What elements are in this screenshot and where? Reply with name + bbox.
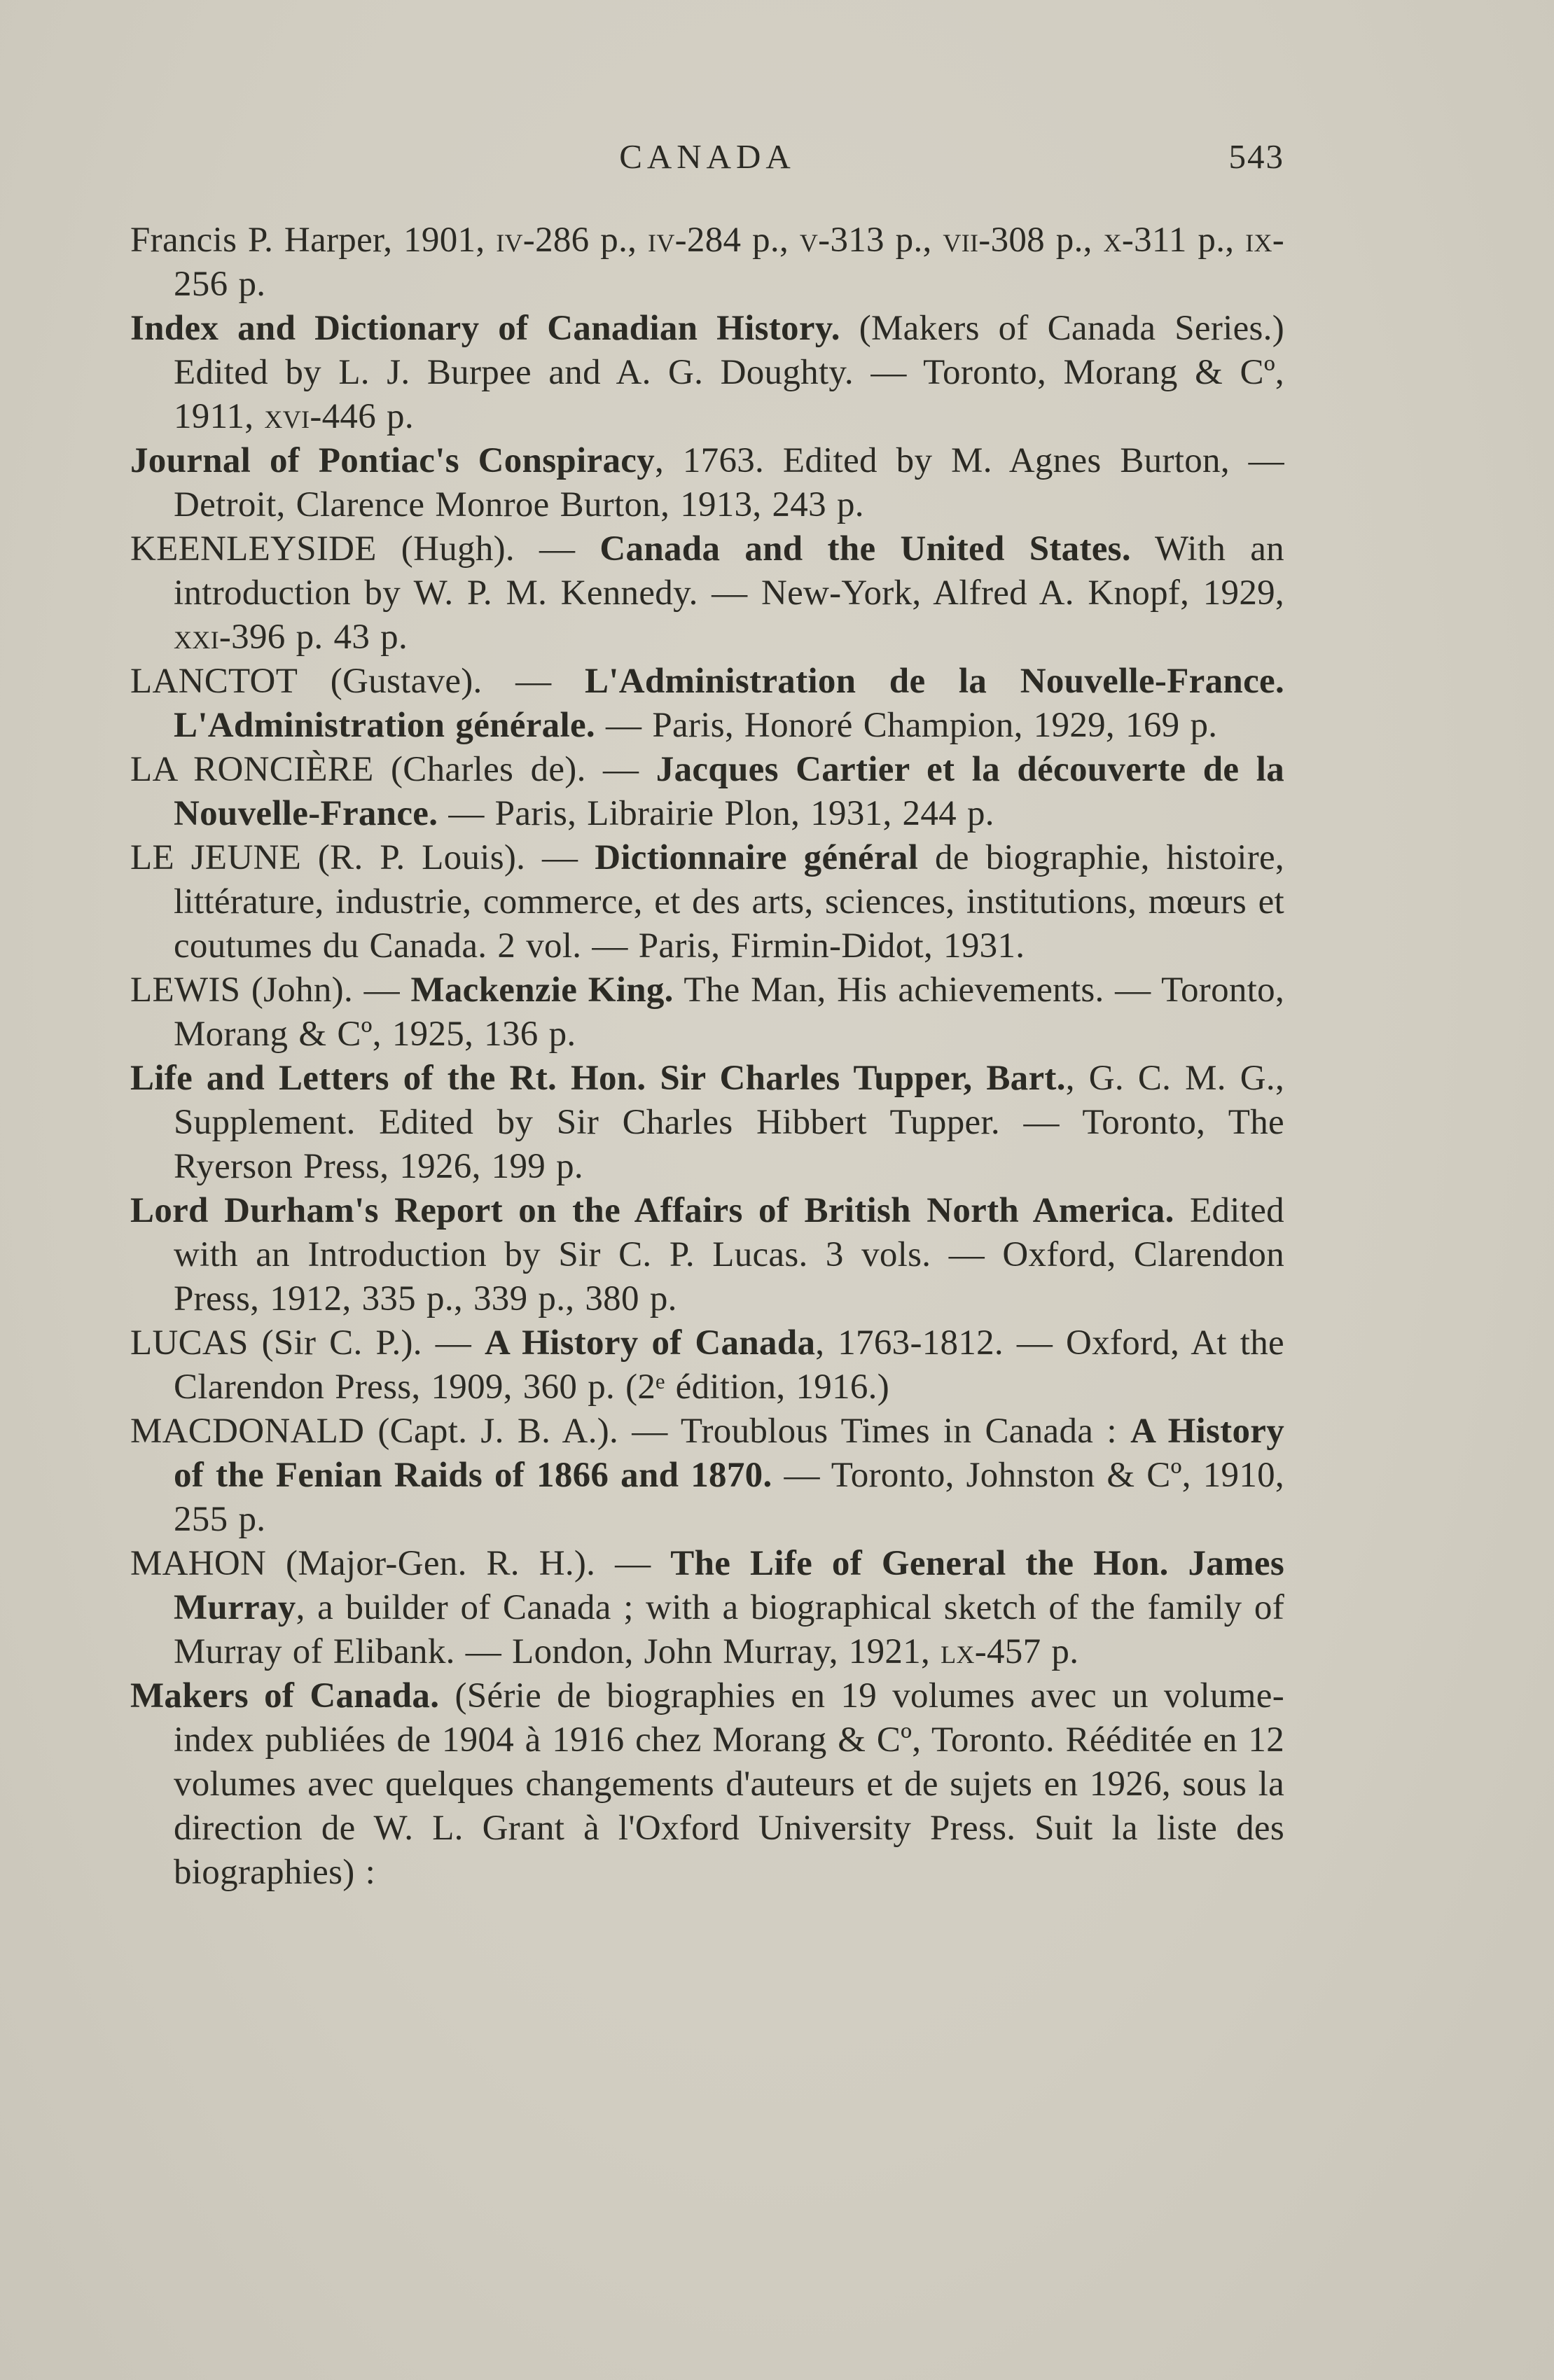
entry-text-segment: LA RONCIÈRE (Charles de). —	[130, 750, 656, 789]
bibliography-entry	[130, 1542, 1284, 1674]
entry-smallcaps-segment: lx	[941, 1632, 975, 1671]
entry-smallcaps-segment: ix	[1245, 221, 1272, 260]
running-title: CANADA	[619, 137, 796, 176]
entry-smallcaps-segment: vii	[943, 221, 979, 260]
entry-title-segment: Canada and the United States.	[599, 529, 1131, 569]
entry-text-segment: — Toronto, Johnston & Cº, 1910, 255 p.	[174, 1456, 1284, 1539]
entry-text-segment: , 1763-1812. — Oxford, At the Clarendon Press, 1909, 360 p. (2ᵉ édition, 1916.)	[174, 1323, 1284, 1407]
bibliography-entry	[130, 307, 1284, 439]
page-header	[130, 134, 1284, 179]
entry-text-segment: With an introduction by W. P. M. Kennedy. — New-York, Alfred A. Knopf, 1929,	[174, 529, 1284, 613]
page-number: 543	[1228, 137, 1284, 176]
entry-title-segment: The Life of General the Hon. James Murray	[174, 1544, 1284, 1627]
entry-text-segment: -311 p.,	[1121, 221, 1246, 260]
entry-title-segment: A History of the Fenian Raids of 1866 and 1870.	[174, 1412, 1284, 1495]
entry-text-segment: LUCAS (Sir C. P.). —	[130, 1323, 485, 1363]
bibliography-entry	[130, 1057, 1284, 1189]
bibliography-entry	[130, 218, 1284, 307]
entry-text-segment: (Makers of Canada Series.) Edited by L. J. Burpee and A. G. Doughty. — Toronto, Morang & Cº, 1911,	[174, 309, 1284, 436]
bibliography-entry	[130, 1410, 1284, 1542]
entry-text-segment: , G. C. M. G., Supplement. Edited by Sir Charles Hibbert Tupper. — Toronto, The Ryerson Press, 1926, 199 p.	[174, 1059, 1284, 1186]
entry-smallcaps-segment: x	[1103, 221, 1122, 260]
entry-text-segment: Edited with an Introduction by Sir C. P. Lucas. 3 vols. — Oxford, Clarendon Press, 1912, 335 p., 339 p., 380 p.	[174, 1191, 1284, 1318]
entry-text-segment: — Paris, Librairie Plon, 1931, 244 p.	[438, 794, 994, 833]
entry-text-segment: -286 p.,	[522, 221, 648, 260]
bibliography-entry	[130, 527, 1284, 660]
bibliography-entries	[130, 218, 1284, 1895]
entry-text-segment: -446 p.	[310, 397, 414, 436]
entry-text-segment: KEENLEYSIDE (Hugh). —	[130, 529, 600, 569]
entry-text-segment: LEWIS (John). —	[130, 970, 411, 1010]
entry-text-segment: MAHON (Major-Gen. R. H.). —	[130, 1544, 671, 1583]
bibliography-entry	[130, 1189, 1284, 1321]
entry-smallcaps-segment: iv	[648, 221, 675, 260]
entry-text-segment: The Man, His achievements. — Toronto, Morang & Cº, 1925, 136 p.	[174, 970, 1284, 1054]
entry-title-segment: Journal of Pontiac's Conspiracy	[130, 441, 655, 480]
entry-text-segment: -313 p.,	[818, 221, 943, 260]
entry-text-segment: -284 p.,	[674, 221, 800, 260]
bibliography-entry	[130, 836, 1284, 968]
entry-text-segment: LE JEUNE (R. P. Louis). —	[130, 838, 595, 877]
bibliography-entry	[130, 1321, 1284, 1410]
entry-text-segment: , 1763. Edited by M. Agnes Burton, — Detroit, Clarence Monroe Burton, 1913, 243 p.	[174, 441, 1284, 524]
entry-title-segment: Lord Durham's Report on the Affairs of British North America.	[130, 1191, 1174, 1230]
entry-title-segment: Mackenzie King.	[410, 970, 674, 1010]
entry-smallcaps-segment: xvi	[264, 397, 310, 436]
bibliography-entry	[130, 968, 1284, 1057]
entry-text-segment: -308 p.,	[978, 221, 1104, 260]
entry-text-segment: (Série de biographies en 19 volumes avec un volume-index publiées de 1904 à 1916 chez Morang & Cº, Toronto. Rééditée en 12 volumes avec quelques changements d'auteurs et de sujets en 1926, sous la direction de W. L. Grant à l'Oxford University Press. Suit la liste des biographies) :	[174, 1676, 1284, 1892]
entry-smallcaps-segment: xxi	[174, 618, 219, 657]
entry-title-segment: Jacques Cartier et la découverte de la Nouvelle-France.	[174, 750, 1284, 833]
entry-text-segment: Francis P. Harper, 1901,	[130, 221, 497, 260]
entry-text-segment: -457 p.	[974, 1632, 1079, 1671]
entry-title-segment: A History of Canada	[484, 1323, 816, 1363]
entry-text-segment: MACDONALD (Capt. J. B. A.). — Troublous Times in Canada :	[130, 1412, 1131, 1451]
entry-title-segment: L'Administration de la Nouvelle-France. L'Administration générale.	[174, 662, 1284, 745]
entry-text-segment: LANCTOT (Gustave). —	[130, 662, 585, 701]
entry-title-segment: Index and Dictionary of Canadian History.	[130, 309, 840, 348]
entry-title-segment: Dictionnaire général	[595, 838, 919, 877]
entry-text-segment: -256 p.	[174, 221, 1285, 304]
entry-text-segment: — Paris, Honoré Champion, 1929, 169 p.	[595, 706, 1218, 745]
bibliography-entry	[130, 439, 1284, 527]
bibliography-entry	[130, 660, 1284, 748]
entry-text-segment: -396 p. 43 p.	[218, 618, 408, 657]
bibliography-entry	[130, 748, 1284, 836]
entry-text-segment: de biographie, histoire, littérature, industrie, commerce, et des arts, sciences, institutions, mœurs et coutumes du Canada. 2 vol. — Paris, Firmin-Didot, 1931.	[174, 838, 1284, 966]
entry-smallcaps-segment: iv	[496, 221, 523, 260]
entry-title-segment: Life and Letters of the Rt. Hon. Sir Charles Tupper, Bart.	[130, 1059, 1066, 1098]
entry-title-segment: Makers of Canada.	[130, 1676, 440, 1716]
entry-text-segment: , a builder of Canada ; with a biographical sketch of the family of Murray of Elibank. — London, John Murray, 1921,	[174, 1588, 1284, 1671]
bibliography-entry	[130, 1674, 1284, 1895]
entry-smallcaps-segment: v	[799, 221, 819, 260]
